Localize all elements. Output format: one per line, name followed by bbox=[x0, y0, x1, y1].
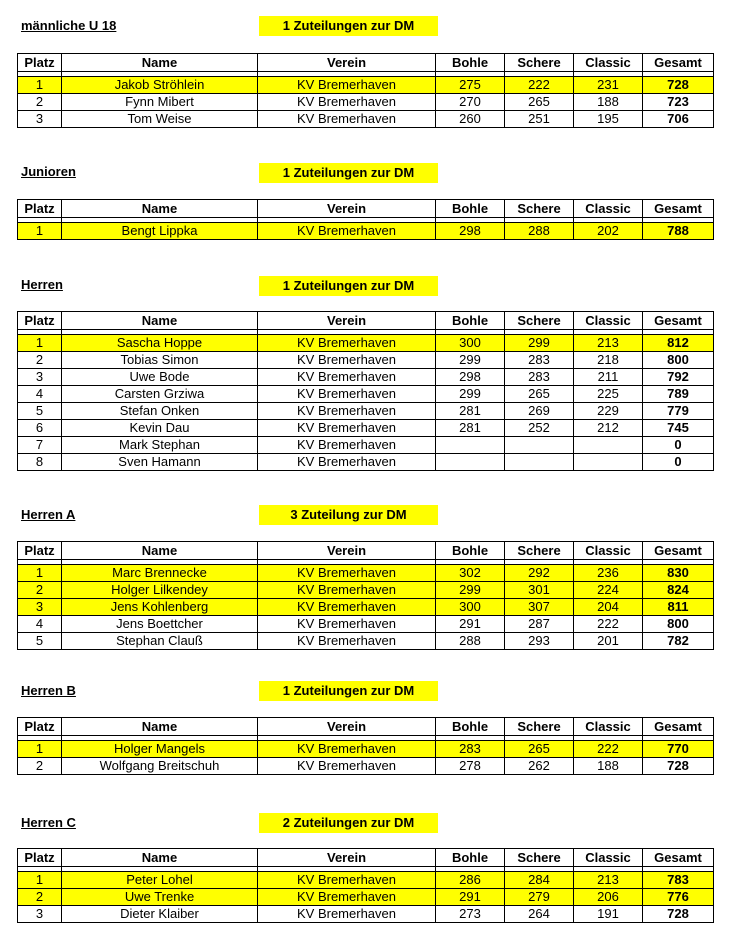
verein-cell: KV Bremerhaven bbox=[258, 223, 436, 240]
schere-cell: 301 bbox=[505, 582, 574, 599]
column-header: Classic bbox=[574, 312, 643, 330]
column-header: Verein bbox=[258, 200, 436, 218]
verein-cell: KV Bremerhaven bbox=[258, 420, 436, 437]
verein-cell: KV Bremerhaven bbox=[258, 906, 436, 923]
name-cell: Marc Brennecke bbox=[62, 565, 258, 582]
allocation-banner: 2 Zuteilungen zur DM bbox=[259, 813, 438, 833]
platz-cell: 1 bbox=[18, 872, 62, 889]
platz-cell: 3 bbox=[18, 906, 62, 923]
schere-cell: 264 bbox=[505, 906, 574, 923]
qualified-row bbox=[18, 565, 714, 582]
column-header: Schere bbox=[505, 54, 574, 72]
platz-cell: 5 bbox=[18, 403, 62, 420]
schere-cell: 269 bbox=[505, 403, 574, 420]
name-cell: Sascha Hoppe bbox=[62, 335, 258, 352]
column-header: Name bbox=[62, 542, 258, 560]
header-row bbox=[18, 849, 714, 867]
platz-cell: 2 bbox=[18, 758, 62, 775]
gesamt-cell: 0 bbox=[643, 454, 714, 471]
platz-cell: 4 bbox=[18, 386, 62, 403]
column-header: Gesamt bbox=[643, 54, 714, 72]
verein-cell: KV Bremerhaven bbox=[258, 633, 436, 650]
verein-cell: KV Bremerhaven bbox=[258, 582, 436, 599]
qualified-row bbox=[18, 582, 714, 599]
bohle-cell: 299 bbox=[436, 386, 505, 403]
verein-cell: KV Bremerhaven bbox=[258, 889, 436, 906]
verein-cell: KV Bremerhaven bbox=[258, 94, 436, 111]
schere-cell: 299 bbox=[505, 335, 574, 352]
bohle-cell bbox=[436, 454, 505, 471]
column-header: Schere bbox=[505, 312, 574, 330]
header-row bbox=[18, 312, 714, 330]
allocation-banner: 1 Zuteilungen zur DM bbox=[259, 276, 438, 296]
schere-cell: 292 bbox=[505, 565, 574, 582]
gesamt-cell: 792 bbox=[643, 369, 714, 386]
classic-cell: 211 bbox=[574, 369, 643, 386]
platz-cell: 3 bbox=[18, 369, 62, 386]
table-row bbox=[18, 403, 714, 420]
classic-cell bbox=[574, 454, 643, 471]
gesamt-cell: 800 bbox=[643, 352, 714, 369]
name-cell: Mark Stephan bbox=[62, 437, 258, 454]
bohle-cell: 288 bbox=[436, 633, 505, 650]
column-header: Gesamt bbox=[643, 312, 714, 330]
name-cell: Holger Lilkendey bbox=[62, 582, 258, 599]
column-header: Gesamt bbox=[643, 542, 714, 560]
verein-cell: KV Bremerhaven bbox=[258, 369, 436, 386]
schere-cell: 283 bbox=[505, 352, 574, 369]
bohle-cell: 300 bbox=[436, 599, 505, 616]
allocation-banner: 1 Zuteilungen zur DM bbox=[259, 16, 438, 36]
platz-cell: 1 bbox=[18, 335, 62, 352]
schere-cell: 287 bbox=[505, 616, 574, 633]
name-cell: Peter Lohel bbox=[62, 872, 258, 889]
platz-cell: 1 bbox=[18, 565, 62, 582]
name-cell: Fynn Mibert bbox=[62, 94, 258, 111]
classic-cell: 222 bbox=[574, 616, 643, 633]
results-table bbox=[17, 311, 714, 471]
classic-cell: 201 bbox=[574, 633, 643, 650]
bohle-cell: 286 bbox=[436, 872, 505, 889]
schere-cell: 265 bbox=[505, 94, 574, 111]
name-cell: Stefan Onken bbox=[62, 403, 258, 420]
column-header: Platz bbox=[18, 542, 62, 560]
schere-cell: 279 bbox=[505, 889, 574, 906]
verein-cell: KV Bremerhaven bbox=[258, 335, 436, 352]
qualified-row bbox=[18, 223, 714, 240]
bohle-cell: 283 bbox=[436, 741, 505, 758]
column-header: Schere bbox=[505, 849, 574, 867]
platz-cell: 5 bbox=[18, 633, 62, 650]
platz-cell: 2 bbox=[18, 94, 62, 111]
classic-cell: 222 bbox=[574, 741, 643, 758]
schere-cell: 284 bbox=[505, 872, 574, 889]
verein-cell: KV Bremerhaven bbox=[258, 741, 436, 758]
table-row bbox=[18, 420, 714, 437]
name-cell: Uwe Trenke bbox=[62, 889, 258, 906]
qualified-row bbox=[18, 889, 714, 906]
section-title: Herren B bbox=[21, 683, 76, 698]
column-header: Schere bbox=[505, 542, 574, 560]
gesamt-cell: 830 bbox=[643, 565, 714, 582]
classic-cell bbox=[574, 437, 643, 454]
gesamt-cell: 824 bbox=[643, 582, 714, 599]
bohle-cell: 299 bbox=[436, 582, 505, 599]
verein-cell: KV Bremerhaven bbox=[258, 386, 436, 403]
qualified-row bbox=[18, 77, 714, 94]
qualified-row bbox=[18, 599, 714, 616]
table-row bbox=[18, 94, 714, 111]
gesamt-cell: 782 bbox=[643, 633, 714, 650]
platz-cell: 2 bbox=[18, 889, 62, 906]
bohle-cell: 273 bbox=[436, 906, 505, 923]
allocation-banner: 3 Zuteilung zur DM bbox=[259, 505, 438, 525]
column-header: Bohle bbox=[436, 54, 505, 72]
platz-cell: 4 bbox=[18, 616, 62, 633]
column-header: Name bbox=[62, 849, 258, 867]
schere-cell: 262 bbox=[505, 758, 574, 775]
table-row bbox=[18, 352, 714, 369]
classic-cell: 229 bbox=[574, 403, 643, 420]
name-cell: Dieter Klaiber bbox=[62, 906, 258, 923]
name-cell: Jakob Ströhlein bbox=[62, 77, 258, 94]
classic-cell: 218 bbox=[574, 352, 643, 369]
name-cell: Jens Kohlenberg bbox=[62, 599, 258, 616]
column-header: Name bbox=[62, 200, 258, 218]
column-header: Classic bbox=[574, 849, 643, 867]
classic-cell: 206 bbox=[574, 889, 643, 906]
gesamt-cell: 779 bbox=[643, 403, 714, 420]
qualified-row bbox=[18, 335, 714, 352]
column-header: Verein bbox=[258, 542, 436, 560]
column-header: Name bbox=[62, 312, 258, 330]
results-table bbox=[17, 53, 714, 128]
column-header: Verein bbox=[258, 54, 436, 72]
allocation-banner: 1 Zuteilungen zur DM bbox=[259, 163, 438, 183]
results-table bbox=[17, 848, 714, 923]
name-cell: Sven Hamann bbox=[62, 454, 258, 471]
name-cell: Bengt Lippka bbox=[62, 223, 258, 240]
classic-cell: 224 bbox=[574, 582, 643, 599]
bohle-cell: 298 bbox=[436, 223, 505, 240]
column-header: Bohle bbox=[436, 542, 505, 560]
column-header: Gesamt bbox=[643, 849, 714, 867]
bohle-cell: 281 bbox=[436, 420, 505, 437]
results-table bbox=[17, 717, 714, 775]
column-header: Platz bbox=[18, 312, 62, 330]
verein-cell: KV Bremerhaven bbox=[258, 454, 436, 471]
name-cell: Jens Boettcher bbox=[62, 616, 258, 633]
classic-cell: 225 bbox=[574, 386, 643, 403]
schere-cell bbox=[505, 454, 574, 471]
gesamt-cell: 788 bbox=[643, 223, 714, 240]
verein-cell: KV Bremerhaven bbox=[258, 403, 436, 420]
column-header: Schere bbox=[505, 200, 574, 218]
column-header: Classic bbox=[574, 542, 643, 560]
verein-cell: KV Bremerhaven bbox=[258, 565, 436, 582]
gesamt-cell: 783 bbox=[643, 872, 714, 889]
section-title: Junioren bbox=[21, 164, 76, 179]
gesamt-cell: 723 bbox=[643, 94, 714, 111]
column-header: Classic bbox=[574, 718, 643, 736]
platz-cell: 3 bbox=[18, 599, 62, 616]
column-header: Classic bbox=[574, 54, 643, 72]
column-header: Gesamt bbox=[643, 718, 714, 736]
gesamt-cell: 776 bbox=[643, 889, 714, 906]
bohle-cell: 275 bbox=[436, 77, 505, 94]
schere-cell: 265 bbox=[505, 741, 574, 758]
table-row bbox=[18, 386, 714, 403]
allocation-banner: 1 Zuteilungen zur DM bbox=[259, 681, 438, 701]
bohle-cell: 298 bbox=[436, 369, 505, 386]
results-table bbox=[17, 541, 714, 650]
name-cell: Tom Weise bbox=[62, 111, 258, 128]
platz-cell: 1 bbox=[18, 741, 62, 758]
verein-cell: KV Bremerhaven bbox=[258, 111, 436, 128]
column-header: Platz bbox=[18, 849, 62, 867]
gesamt-cell: 0 bbox=[643, 437, 714, 454]
header-row bbox=[18, 542, 714, 560]
gesamt-cell: 812 bbox=[643, 335, 714, 352]
table-row bbox=[18, 454, 714, 471]
schere-cell: 288 bbox=[505, 223, 574, 240]
gesamt-cell: 811 bbox=[643, 599, 714, 616]
classic-cell: 188 bbox=[574, 758, 643, 775]
platz-cell: 1 bbox=[18, 223, 62, 240]
gesamt-cell: 728 bbox=[643, 758, 714, 775]
name-cell: Carsten Grziwa bbox=[62, 386, 258, 403]
classic-cell: 231 bbox=[574, 77, 643, 94]
column-header: Bohle bbox=[436, 849, 505, 867]
column-header: Platz bbox=[18, 718, 62, 736]
bohle-cell: 299 bbox=[436, 352, 505, 369]
header-row bbox=[18, 718, 714, 736]
header-row bbox=[18, 200, 714, 218]
column-header: Gesamt bbox=[643, 200, 714, 218]
gesamt-cell: 745 bbox=[643, 420, 714, 437]
verein-cell: KV Bremerhaven bbox=[258, 437, 436, 454]
schere-cell: 251 bbox=[505, 111, 574, 128]
bohle-cell: 302 bbox=[436, 565, 505, 582]
table-row bbox=[18, 616, 714, 633]
gesamt-cell: 728 bbox=[643, 77, 714, 94]
table-row bbox=[18, 111, 714, 128]
column-header: Verein bbox=[258, 312, 436, 330]
table-row bbox=[18, 369, 714, 386]
classic-cell: 202 bbox=[574, 223, 643, 240]
schere-cell: 283 bbox=[505, 369, 574, 386]
schere-cell: 252 bbox=[505, 420, 574, 437]
bohle-cell: 291 bbox=[436, 616, 505, 633]
verein-cell: KV Bremerhaven bbox=[258, 77, 436, 94]
verein-cell: KV Bremerhaven bbox=[258, 872, 436, 889]
name-cell: Uwe Bode bbox=[62, 369, 258, 386]
column-header: Platz bbox=[18, 200, 62, 218]
platz-cell: 2 bbox=[18, 582, 62, 599]
table-row bbox=[18, 437, 714, 454]
gesamt-cell: 770 bbox=[643, 741, 714, 758]
column-header: Classic bbox=[574, 200, 643, 218]
platz-cell: 1 bbox=[18, 77, 62, 94]
gesamt-cell: 800 bbox=[643, 616, 714, 633]
schere-cell: 265 bbox=[505, 386, 574, 403]
header-row bbox=[18, 54, 714, 72]
column-header: Verein bbox=[258, 849, 436, 867]
gesamt-cell: 728 bbox=[643, 906, 714, 923]
platz-cell: 7 bbox=[18, 437, 62, 454]
verein-cell: KV Bremerhaven bbox=[258, 352, 436, 369]
name-cell: Wolfgang Breitschuh bbox=[62, 758, 258, 775]
qualified-row bbox=[18, 872, 714, 889]
platz-cell: 2 bbox=[18, 352, 62, 369]
gesamt-cell: 789 bbox=[643, 386, 714, 403]
platz-cell: 8 bbox=[18, 454, 62, 471]
classic-cell: 191 bbox=[574, 906, 643, 923]
table-row bbox=[18, 633, 714, 650]
schere-cell bbox=[505, 437, 574, 454]
name-cell: Kevin Dau bbox=[62, 420, 258, 437]
classic-cell: 213 bbox=[574, 872, 643, 889]
column-header: Name bbox=[62, 718, 258, 736]
verein-cell: KV Bremerhaven bbox=[258, 599, 436, 616]
column-header: Bohle bbox=[436, 312, 505, 330]
bohle-cell: 300 bbox=[436, 335, 505, 352]
results-table bbox=[17, 199, 714, 240]
section-title: Herren C bbox=[21, 815, 76, 830]
column-header: Verein bbox=[258, 718, 436, 736]
classic-cell: 188 bbox=[574, 94, 643, 111]
schere-cell: 222 bbox=[505, 77, 574, 94]
column-header: Bohle bbox=[436, 200, 505, 218]
name-cell: Holger Mangels bbox=[62, 741, 258, 758]
platz-cell: 6 bbox=[18, 420, 62, 437]
bohle-cell: 278 bbox=[436, 758, 505, 775]
bohle-cell: 281 bbox=[436, 403, 505, 420]
section-title: Herren bbox=[21, 277, 63, 292]
verein-cell: KV Bremerhaven bbox=[258, 616, 436, 633]
classic-cell: 204 bbox=[574, 599, 643, 616]
column-header: Platz bbox=[18, 54, 62, 72]
qualified-row bbox=[18, 741, 714, 758]
section-title: Herren A bbox=[21, 507, 76, 522]
column-header: Schere bbox=[505, 718, 574, 736]
schere-cell: 307 bbox=[505, 599, 574, 616]
classic-cell: 236 bbox=[574, 565, 643, 582]
table-row bbox=[18, 758, 714, 775]
bohle-cell: 260 bbox=[436, 111, 505, 128]
gesamt-cell: 706 bbox=[643, 111, 714, 128]
bohle-cell: 270 bbox=[436, 94, 505, 111]
verein-cell: KV Bremerhaven bbox=[258, 758, 436, 775]
name-cell: Tobias Simon bbox=[62, 352, 258, 369]
section-title: männliche U 18 bbox=[21, 18, 117, 33]
column-header: Bohle bbox=[436, 718, 505, 736]
schere-cell: 293 bbox=[505, 633, 574, 650]
bohle-cell bbox=[436, 437, 505, 454]
platz-cell: 3 bbox=[18, 111, 62, 128]
classic-cell: 195 bbox=[574, 111, 643, 128]
classic-cell: 212 bbox=[574, 420, 643, 437]
column-header: Name bbox=[62, 54, 258, 72]
classic-cell: 213 bbox=[574, 335, 643, 352]
bohle-cell: 291 bbox=[436, 889, 505, 906]
table-row bbox=[18, 906, 714, 923]
name-cell: Stephan Clauß bbox=[62, 633, 258, 650]
